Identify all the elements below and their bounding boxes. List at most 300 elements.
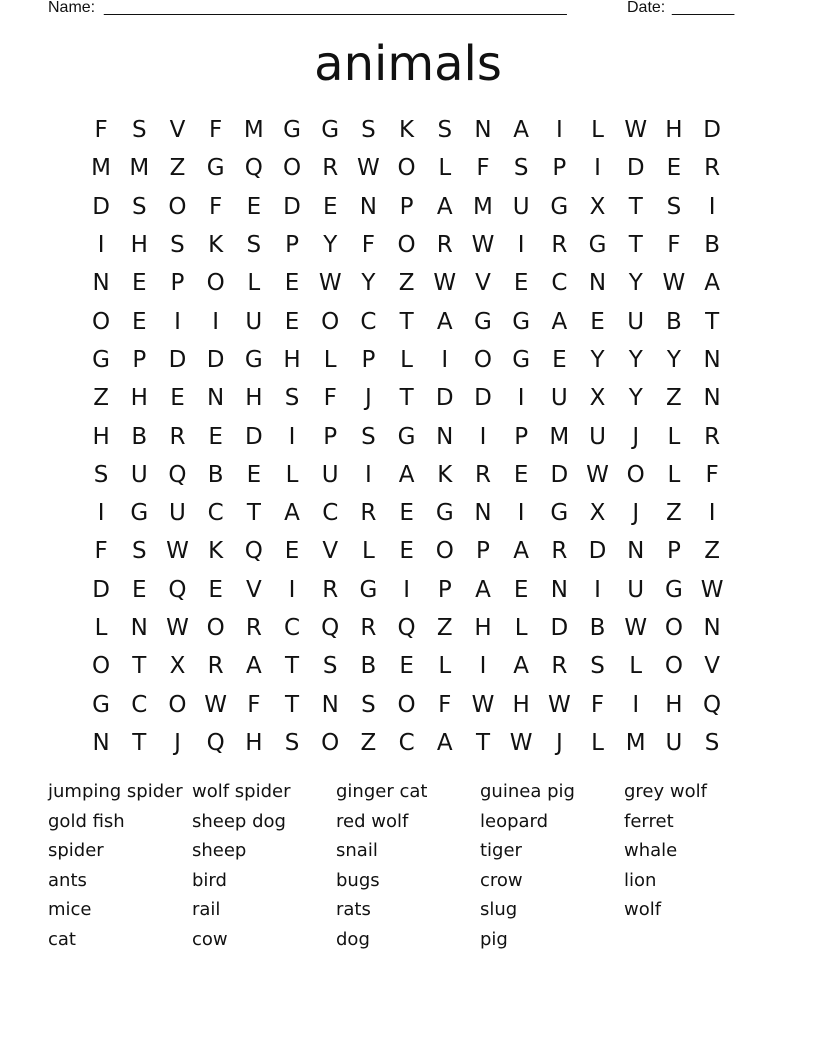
grid-letter: T: [132, 653, 147, 680]
grid-letter: G: [92, 346, 110, 373]
grid-letter: B: [589, 615, 606, 641]
grid-letter: D: [92, 576, 110, 603]
word-list-item: jumping spider: [48, 781, 183, 802]
grid-letter: G: [664, 576, 683, 603]
word-list-item: gold fish: [48, 810, 125, 832]
word-list-item: bugs: [336, 869, 380, 891]
grid-letter: X: [169, 653, 186, 680]
grid-letter: Y: [361, 270, 376, 297]
grid-letter: W: [624, 117, 648, 144]
grid-letter: N: [207, 385, 225, 412]
word-list-item: whale: [624, 840, 678, 862]
grid-letter: T: [705, 308, 720, 335]
grid-letter: W: [662, 270, 686, 297]
grid-letter: G: [474, 308, 492, 335]
grid-letter: H: [245, 385, 263, 412]
grid-row: [82, 456, 732, 494]
grid-letter: T: [246, 500, 261, 527]
grid-letter: G: [435, 500, 454, 527]
grid-letter: L: [438, 155, 452, 182]
grid-letter: S: [284, 385, 300, 412]
grid-letter: O: [664, 615, 683, 641]
grid-letter: A: [513, 538, 530, 565]
grid-letter: L: [629, 653, 643, 680]
grid-letter: Y: [628, 270, 643, 297]
grid-letter: G: [92, 691, 110, 718]
grid-letter: J: [365, 385, 372, 412]
grid-letter: H: [474, 615, 492, 641]
grid-letter: Y: [323, 232, 338, 259]
grid-letter: A: [284, 500, 300, 527]
grid-letter: N: [703, 615, 721, 641]
grid-row: [82, 494, 732, 532]
grid-letter: H: [665, 117, 683, 144]
grid-letter: R: [322, 155, 339, 182]
grid-letter: B: [360, 653, 377, 680]
grid-letter: H: [92, 423, 110, 450]
word-search-grid: [82, 111, 732, 762]
grid-letter: S: [361, 691, 376, 718]
grid-row: [82, 226, 732, 264]
grid-letter: N: [703, 346, 721, 373]
word-list-item: guinea pig: [480, 781, 575, 802]
name-label: Name:: [48, 0, 96, 16]
grid-letter: S: [513, 155, 529, 182]
grid-letter: G: [359, 576, 378, 603]
grid-letter: E: [284, 308, 300, 335]
grid-letter: K: [437, 461, 453, 488]
grid-letter: L: [591, 729, 604, 756]
grid-letter: O: [321, 308, 340, 335]
word-list-item: bird: [192, 869, 227, 891]
word-list-row: [48, 895, 768, 925]
word-list-item: tiger: [480, 840, 522, 862]
grid-letter: P: [437, 576, 452, 603]
grid-letter: F: [361, 232, 376, 259]
grid-letter: O: [206, 615, 225, 641]
grid-letter: F: [94, 538, 108, 565]
grid-letter: I: [479, 423, 487, 450]
grid-letter: U: [589, 423, 606, 450]
grid-letter: G: [550, 193, 569, 220]
grid-letter: E: [322, 193, 338, 220]
grid-letter: E: [246, 461, 262, 488]
word-list-row: [48, 836, 768, 866]
grid-letter: O: [435, 538, 454, 565]
grid-letter: W: [471, 232, 495, 259]
grid-letter: Z: [666, 385, 682, 412]
grid-letter: X: [589, 385, 606, 412]
grid-letter: P: [361, 346, 376, 373]
grid-letter: H: [130, 232, 148, 259]
grid-letter: E: [246, 193, 262, 220]
grid-letter: L: [400, 346, 413, 373]
grid-letter: Q: [703, 691, 722, 718]
grid-letter: I: [517, 500, 525, 527]
grid-letter: N: [92, 729, 110, 756]
grid-letter: Z: [666, 500, 682, 527]
grid-letter: L: [94, 615, 108, 641]
grid-letter: R: [551, 538, 568, 565]
grid-letter: L: [667, 461, 681, 488]
grid-letter: V: [322, 538, 339, 565]
grid-letter: P: [514, 423, 529, 450]
grid-letter: O: [473, 346, 493, 373]
grid-letter: B: [704, 232, 720, 259]
grid-letter: I: [212, 308, 220, 335]
grid-letter: A: [398, 461, 415, 488]
word-list-item: ferret: [624, 810, 674, 832]
grid-letter: T: [475, 729, 490, 756]
grid-letter: I: [517, 385, 525, 412]
grid-letter: W: [357, 155, 380, 182]
grid-letter: D: [626, 155, 645, 182]
word-list-item: dog: [336, 928, 370, 950]
grid-letter: D: [244, 423, 263, 450]
grid-letter: C: [131, 691, 148, 718]
grid-letter: N: [550, 576, 568, 603]
grid-letter: R: [474, 461, 491, 488]
grid-row: [82, 571, 732, 609]
grid-letter: Q: [321, 615, 340, 641]
grid-letter: L: [667, 423, 681, 450]
grid-letter: Q: [244, 538, 263, 565]
grid-letter: L: [361, 538, 375, 565]
word-list-item: ginger cat: [336, 781, 428, 802]
grid-letter: L: [514, 615, 528, 641]
grid-letter: T: [628, 193, 643, 220]
word-list-item: crow: [480, 869, 523, 891]
grid-letter: D: [92, 193, 110, 220]
grid-letter: O: [626, 461, 645, 488]
grid-letter: D: [550, 461, 569, 488]
word-list-item: cat: [48, 928, 76, 950]
grid-letter: O: [168, 691, 187, 718]
grid-letter: T: [132, 729, 147, 756]
grid-letter: S: [131, 117, 147, 144]
grid-letter: X: [589, 500, 606, 527]
word-list-row: [48, 866, 768, 896]
grid-letter: E: [513, 576, 529, 603]
word-list-item: slug: [480, 899, 518, 921]
word-list-item: mice: [48, 899, 92, 921]
grid-letter: W: [204, 691, 228, 718]
grid-row: [82, 532, 732, 570]
grid-letter: W: [166, 615, 189, 641]
grid-letter: W: [547, 691, 571, 718]
grid-letter: S: [131, 193, 147, 220]
grid-letter: E: [284, 538, 300, 565]
grid-letter: J: [632, 423, 640, 450]
word-list-item: sheep dog: [192, 810, 286, 832]
grid-letter: O: [397, 155, 416, 182]
grid-letter: F: [590, 691, 605, 718]
grid-letter: O: [664, 653, 683, 680]
word-list-item: lion: [624, 869, 657, 891]
grid-letter: R: [245, 615, 262, 641]
grid-letter: G: [206, 155, 225, 182]
grid-letter: A: [551, 308, 568, 335]
grid-letter: S: [322, 653, 338, 680]
grid-letter: W: [166, 538, 189, 565]
grid-letter: C: [360, 308, 377, 335]
grid-letter: G: [512, 346, 531, 373]
word-list-item: rats: [336, 899, 371, 921]
grid-letter: W: [624, 615, 648, 641]
word-list-item: cow: [192, 928, 228, 950]
grid-letter: M: [625, 729, 646, 756]
grid-letter: O: [397, 691, 416, 718]
grid-letter: K: [208, 232, 224, 259]
grid-letter: Q: [206, 729, 225, 756]
grid-letter: H: [130, 385, 148, 412]
grid-letter: X: [589, 193, 606, 220]
grid-letter: Q: [244, 155, 263, 182]
grid-letter: I: [365, 461, 372, 488]
grid-letter: Y: [628, 346, 643, 373]
grid-letter: V: [245, 576, 262, 603]
grid-letter: C: [207, 500, 224, 527]
grid-letter: S: [170, 232, 185, 259]
grid-letter: O: [397, 232, 416, 259]
grid-letter: D: [435, 385, 454, 412]
word-list-item: rail: [192, 899, 221, 921]
grid-letter: F: [705, 461, 719, 488]
name-blank-line: ____________________________________________________: [104, 0, 567, 16]
grid-letter: I: [632, 691, 640, 718]
grid-letter: V: [704, 653, 720, 680]
word-list-item: wolf spider: [192, 781, 291, 802]
grid-letter: I: [555, 117, 563, 144]
grid-letter: U: [665, 729, 683, 756]
grid-letter: I: [403, 576, 410, 603]
grid-letter: M: [549, 423, 570, 450]
grid-letter: A: [513, 653, 530, 680]
word-list-item: ants: [48, 869, 87, 891]
word-list-item: [624, 925, 768, 955]
grid-letter: M: [473, 193, 493, 220]
grid-letter: N: [436, 423, 454, 450]
grid-letter: F: [323, 385, 337, 412]
grid-letter: E: [132, 270, 147, 297]
grid-letter: W: [509, 729, 533, 756]
grid-letter: Q: [168, 461, 187, 488]
grid-letter: R: [704, 423, 721, 450]
grid-letter: V: [169, 117, 186, 144]
grid-letter: P: [552, 155, 567, 182]
word-list-item: red wolf: [336, 810, 409, 832]
grid-letter: R: [322, 576, 339, 603]
grid-letter: E: [513, 270, 529, 297]
grid-letter: R: [169, 423, 186, 450]
grid-letter: E: [132, 576, 147, 603]
grid-letter: Z: [436, 615, 453, 641]
grid-letter: P: [666, 538, 681, 565]
grid-letter: D: [474, 385, 492, 412]
grid-letter: J: [555, 729, 563, 756]
grid-letter: N: [321, 691, 339, 718]
grid-letter: I: [708, 500, 716, 527]
grid-row: [82, 149, 732, 187]
grid-letter: I: [517, 232, 525, 259]
grid-letter: D: [283, 193, 301, 220]
grid-letter: I: [288, 423, 296, 450]
grid-letter: F: [94, 117, 108, 144]
grid-letter: J: [174, 729, 181, 756]
grid-letter: S: [284, 729, 300, 756]
grid-letter: E: [399, 500, 414, 527]
grid-letter: P: [323, 423, 338, 450]
grid-letter: W: [586, 461, 609, 488]
grid-letter: I: [288, 576, 296, 603]
grid-letter: I: [594, 576, 601, 603]
grid-letter: H: [665, 691, 683, 718]
grid-letter: I: [174, 308, 181, 335]
grid-letter: G: [512, 308, 531, 335]
grid-letter: R: [360, 615, 377, 641]
grid-letter: B: [131, 423, 148, 450]
grid-letter: A: [436, 193, 453, 220]
grid-letter: Q: [168, 576, 187, 603]
grid-letter: G: [588, 232, 607, 259]
grid-letter: M: [243, 117, 264, 144]
grid-letter: S: [666, 193, 682, 220]
grid-letter: U: [130, 461, 148, 488]
grid-letter: W: [471, 691, 495, 718]
grid-letter: A: [704, 270, 720, 297]
grid-letter: W: [433, 270, 457, 297]
grid-letter: Z: [93, 385, 109, 412]
word-list-item: snail: [336, 840, 378, 862]
grid-letter: N: [474, 500, 492, 527]
date-blank-line: _______: [672, 0, 735, 16]
grid-letter: I: [97, 500, 105, 527]
word-list-row: [48, 925, 768, 955]
grid-letter: S: [131, 538, 147, 565]
grid-letter: S: [704, 729, 720, 756]
grid-letter: C: [551, 270, 568, 297]
grid-letter: J: [632, 500, 640, 527]
grid-letter: R: [551, 653, 568, 680]
grid-letter: E: [666, 155, 682, 182]
grid-letter: O: [92, 308, 111, 335]
grid-letter: R: [436, 232, 453, 259]
word-list-row: [48, 777, 768, 807]
grid-letter: B: [666, 308, 682, 335]
grid-letter: N: [130, 615, 148, 641]
grid-letter: A: [436, 308, 453, 335]
grid-letter: U: [550, 385, 568, 412]
grid-letter: D: [168, 346, 187, 373]
grid-row: [82, 188, 732, 226]
grid-letter: R: [360, 500, 377, 527]
grid-letter: U: [321, 461, 339, 488]
grid-letter: R: [704, 155, 721, 182]
grid-letter: Z: [398, 270, 415, 297]
grid-letter: A: [436, 729, 453, 756]
grid-letter: C: [398, 729, 415, 756]
grid-letter: N: [92, 270, 110, 297]
grid-letter: N: [588, 270, 607, 297]
grid-letter: M: [129, 155, 150, 182]
grid-letter: T: [399, 385, 414, 412]
grid-letter: T: [285, 691, 300, 718]
grid-letter: Q: [397, 615, 416, 641]
word-list-item: spider: [48, 840, 104, 862]
word-list: [48, 777, 768, 955]
grid-letter: T: [399, 308, 414, 335]
grid-letter: F: [209, 193, 223, 220]
grid-letter: S: [437, 117, 453, 144]
grid-letter: T: [628, 232, 643, 259]
grid-row: [82, 111, 732, 149]
grid-row: [82, 609, 732, 647]
grid-letter: F: [476, 155, 490, 182]
grid-letter: E: [590, 308, 605, 335]
grid-letter: Z: [704, 538, 720, 565]
grid-letter: D: [550, 615, 569, 641]
grid-letter: E: [208, 576, 223, 603]
grid-letter: G: [321, 117, 340, 144]
grid-row: [82, 417, 732, 455]
grid-letter: G: [550, 500, 569, 527]
grid-letter: Y: [628, 385, 643, 412]
grid-row: [82, 685, 732, 723]
grid-letter: E: [552, 346, 567, 373]
grid-row: [82, 647, 732, 685]
grid-letter: F: [438, 691, 452, 718]
grid-letter: C: [322, 500, 339, 527]
grid-letter: C: [284, 615, 301, 641]
grid-letter: W: [318, 270, 342, 297]
grid-letter: G: [130, 500, 149, 527]
grid-letter: H: [245, 729, 263, 756]
grid-letter: O: [282, 155, 302, 182]
grid-letter: H: [283, 346, 301, 373]
grid-letter: E: [132, 308, 147, 335]
grid-letter: M: [91, 155, 112, 182]
grid-letter: B: [207, 461, 224, 488]
worksheet-header: [48, 0, 748, 20]
grid-letter: K: [208, 538, 224, 565]
grid-letter: K: [399, 117, 415, 144]
grid-letter: O: [168, 193, 187, 220]
grid-letter: S: [361, 423, 376, 450]
grid-letter: E: [208, 423, 223, 450]
grid-row: [82, 341, 732, 379]
grid-row: [82, 379, 732, 417]
word-list-row: [48, 807, 768, 837]
grid-letter: A: [513, 117, 530, 144]
grid-letter: E: [399, 653, 414, 680]
grid-letter: P: [399, 193, 414, 220]
grid-letter: H: [512, 691, 530, 718]
grid-row: [82, 724, 732, 762]
grid-letter: A: [475, 576, 491, 603]
grid-letter: U: [169, 500, 186, 527]
grid-letter: L: [323, 346, 337, 373]
grid-letter: G: [283, 117, 301, 144]
grid-letter: S: [246, 232, 262, 259]
grid-letter: P: [476, 538, 490, 565]
date-label: Date:: [627, 0, 666, 16]
grid-letter: S: [361, 117, 376, 144]
grid-letter: S: [93, 461, 109, 488]
grid-letter: D: [206, 346, 225, 373]
grid-letter: F: [667, 232, 681, 259]
grid-letter: E: [170, 385, 185, 412]
grid-letter: D: [703, 117, 721, 144]
